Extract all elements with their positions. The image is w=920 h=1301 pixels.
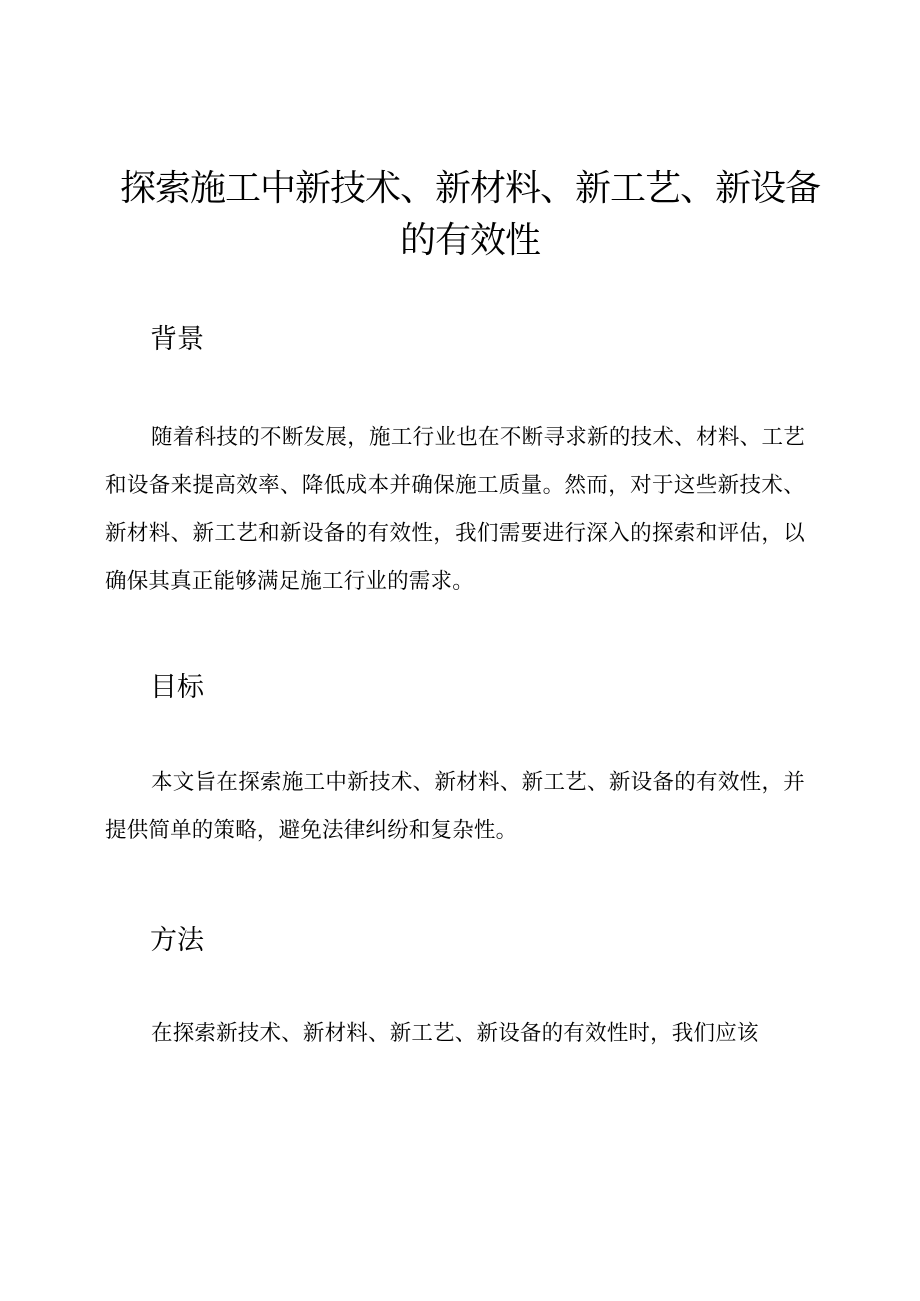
section-heading-goal: 目标	[150, 672, 204, 703]
section-heading-method: 方法	[150, 925, 204, 956]
section-body-background: 随着科技的不断发展，施工行业也在不断寻求新的技术、材料、工艺和设备来提高效率、降低成本并确保施工质量。然而，对于这些新技术、新材料、新工艺和新设备的有效性，我们需要进行深入的探索和评估，以确保其真正能够满足施工行业的需求。	[105, 425, 805, 594]
document-title: 探索施工中新技术、新材料、新工艺、新设备的有效性	[120, 168, 821, 261]
section-body-goal: 本文旨在探索施工中新技术、新材料、新工艺、新设备的有效性，并提供简单的策略，避免法律纠纷和复杂性。	[105, 770, 805, 843]
section-body-method: 在探索新技术、新材料、新工艺、新设备的有效性时，我们应该	[151, 1021, 759, 1046]
section-heading-background: 背景	[150, 324, 204, 355]
